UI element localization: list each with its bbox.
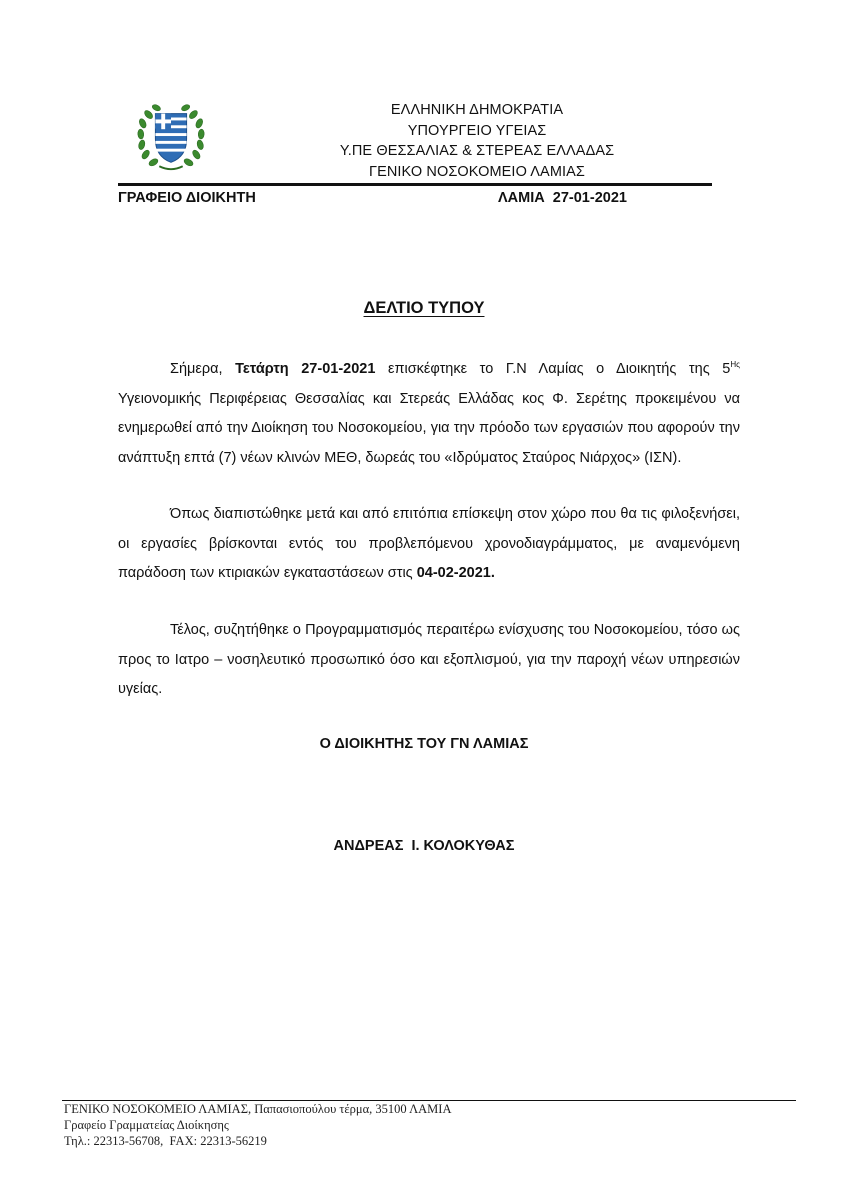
header-line-hospital: ΓΕΝΙΚΟ ΝΟΣΟΚΟΜΕΙΟ ΛΑΜΙΑΣ — [369, 163, 585, 180]
body-paragraph-3: Τέλος, συζητήθηκε ο Προγραμματισμός περαιτέρω ενίσχυσης του Νοσοκομείου, τόσο ως προς το Ιατρο – νοσηλευτικό προσωπικό όσο και εξοπλισμού, για την παροχή νέων υπηρεσιών υγείας. — [118, 622, 740, 697]
p2-text-a: Όπως διαπιστώθηκε μετά και από επιτόπια επίσκεψη στον χώρο που θα τις φιλοξενήσει, οι εργασίες βρίσκονται εντός του προβλεπόμενου χρονοδιαγράμματος, με αναμενόμενη παράδοση των κτιριακών εγκαταστάσεων στις — [118, 506, 740, 581]
p1-text-d: Υγειονομικής Περιφέρειας Θεσσαλίας και Στερεάς Ελλάδας κος Φ. Σερέτης προκειμένου να ενημερωθεί από την Διοίκηση του Νοσοκομείου, για την πρόοδο των εργασιών που αφορούν την ανάπτυξη επτά (7) νέων κλινών ΜΕΘ, δωρεάς του «Ιδρύματος Σταύρος Νιάρχος» (ΙΣΝ). — [118, 390, 740, 466]
p2-date-bold: 04-02-2021. — [416, 565, 495, 581]
footer-contact: Τηλ.: 22313-56708, FAX: 22313-56219 — [64, 1134, 267, 1148]
header-line-health-region: Υ.ΠΕ ΘΕΣΣΑΛΙΑΣ & ΣΤΕΡΕΑΣ ΕΛΛΑΔΑΣ — [339, 143, 615, 159]
footer-department: Γραφείο Γραμματείας Διοίκησης — [64, 1118, 229, 1132]
header-line-ministry: ΥΠΟΥΡΓΕΙΟ ΥΓΕΙΑΣ — [407, 122, 547, 139]
office-label: ΓΡΑΦΕΙΟ ΔΙΟΙΚΗΤΗ — [118, 190, 256, 206]
p1-text-c: επισκέφτηκε το Γ.Ν Λαμίας ο Διοικητής της 5 — [375, 361, 731, 377]
p1-ordinal-sup: Ης — [730, 360, 740, 369]
header-line-republic: ΕΛΛΗΝΙΚΗ ΔΗΜΟΚΡΑΤΙΑ — [390, 102, 564, 118]
footer — [64, 1101, 451, 1149]
body-paragraph-2 — [118, 500, 740, 589]
p1-date-bold: Τετάρτη 27-01-2021 — [235, 361, 376, 377]
header-divider — [118, 183, 712, 186]
document-title-text: ΔΕΛΤΙΟ ΤΥΠΟΥ — [363, 299, 485, 317]
footer-address: ΓΕΝΙΚΟ ΝΟΣΟΚΟΜΕΙΟ ΛΑΜΙΑΣ, Παπασιοπούλου τέρμα, 35100 ΛΑΜΙΑ — [64, 1102, 452, 1116]
place-date: ΛΑΜΙΑ 27-01-2021 — [498, 190, 627, 206]
signer-name: ΑΝΔΡΕΑΣ Ι. ΚΟΛΟΚΥΘΑΣ — [333, 838, 515, 854]
document-title — [0, 299, 848, 318]
body-paragraph-1 — [118, 355, 740, 473]
issuer-header — [318, 100, 636, 182]
signer-title: Ο ΔΙΟΙΚΗΤΗΣ ΤΟΥ ΓΝ ΛΑΜΙΑΣ — [319, 736, 529, 752]
p1-text-a: Σήμερα, — [170, 361, 236, 377]
greek-coat-of-arms-icon — [132, 98, 210, 176]
